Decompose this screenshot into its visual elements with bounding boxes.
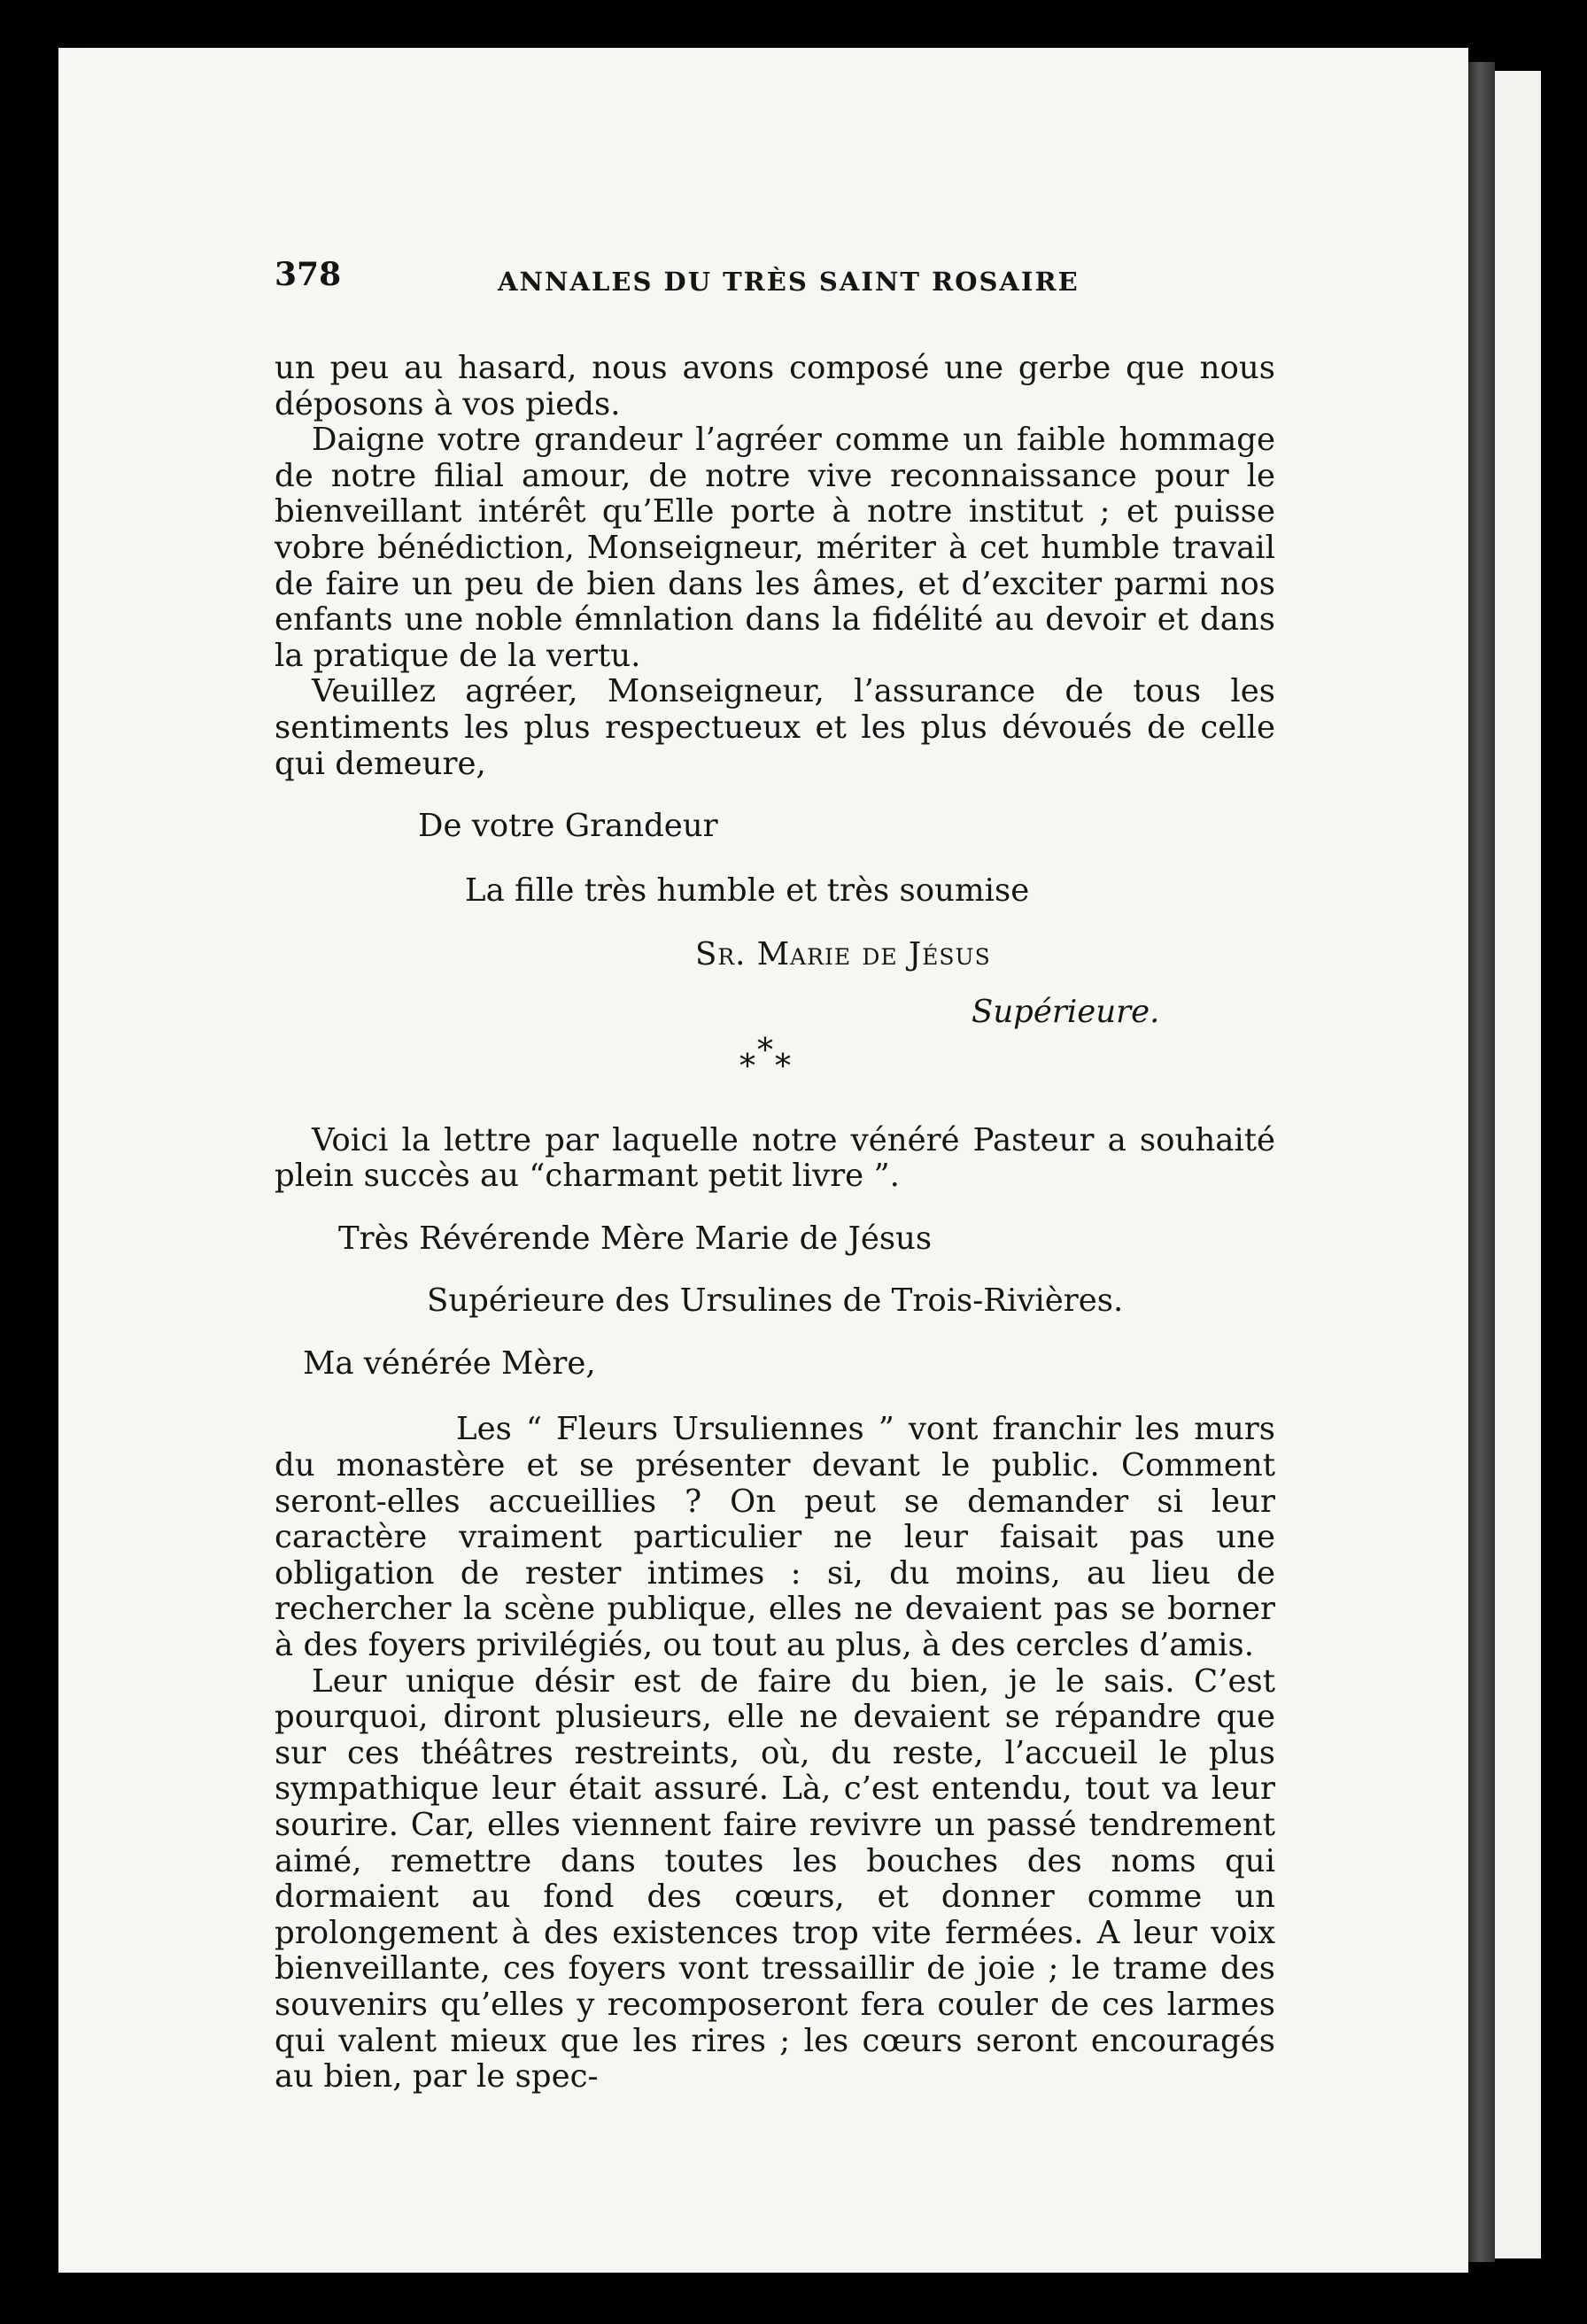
letter-salutation: Ma vénérée Mère, (303, 1344, 596, 1382)
asterism-star-right: * (775, 1048, 791, 1085)
paragraph-dedication: Daigne votre grandeur l’agréer comme un faible hommage de notre filial amour, de notre vive reconnaissance pour le bienveillant intérêt qu’Elle porte à notre institut ; et puisse vobre bénédiction, Monseigneur, mériter à cet humble travail de faire un peu de bien dans les âmes, et d’exciter parmi nos enfants une noble émnlation dans la fidélité au devoir et dans la pratique de la vertu. (275, 422, 1275, 674)
signature-role: Supérieure. (972, 993, 1160, 1030)
closing-line-1: De votre Grandeur (418, 808, 718, 845)
facing-page-edge (1495, 71, 1541, 2258)
asterism-separator (739, 1032, 1275, 1089)
running-head (275, 257, 1275, 314)
running-title: ANNALES DU TRÈS SAINT ROSAIRE (498, 267, 1080, 297)
page-number: 378 (275, 256, 342, 293)
page-text-block (275, 257, 1275, 2095)
asterism-star-top: * (757, 1032, 773, 1069)
asterism-star-left: * (739, 1048, 755, 1085)
paragraph-letter-2: Leur unique désir est de faire du bien, je le sais. C’est pourquoi, diront plusieurs, elle ne devaient se répandre que sur ces théâtres restreints, où, du reste, l’accueil le plus sympathique leur était assuré. Là, c’est entendu, tout va leur sourire. Car, elles viennent faire revivre un passé tendrement aimé, remettre dans toutes les bouches des noms qui dormaient au fond des cœurs, et donner comme un prolongement à des existences trop vite fermées. A leur voix bienveillante, ces foyers vont tressaillir de joie ; le trame des souvenirs qu’elles y recomposeront fera couler de ces larmes qui valent mieux que les rires ; les cœurs seront encouragés au bien, par le spec- (275, 1662, 1275, 2095)
address-line-2: Supérieure des Ursulines de Trois-Rivières. (427, 1282, 1124, 1320)
signature-name: Sr. Marie de Jésus (695, 936, 991, 973)
closing-line-2: La fille très humble et très soumise (465, 872, 1030, 909)
paragraph-letter-intro: Voici la lettre par laquelle notre vénéré Pasteur a souhaité plein succès au “charmant petit livre ”. (275, 1121, 1275, 1195)
book-spine-shadow (1468, 62, 1495, 2262)
paragraph-assurance: Veuillez agréer, Monseigneur, l’assurance de tous les sentiments les plus respectueux et les plus dévoués de celle qui demeure, (275, 673, 1275, 782)
paragraph-continuation: un peu au hasard, nous avons composé une gerbe que nous déposons à vos pieds. (275, 350, 1275, 422)
address-line-1: Très Révérende Mère Marie de Jésus (338, 1220, 933, 1257)
paragraph-letter-1: Les “ Fleurs Ursuliennes ” vont franchir les murs du monastère et se présenter devant le public. Comment seront-elles accueillies ? On peut se demander si leur caractère vraiment particulier ne leur faisait pas une obligation de rester intimes : si, du moins, au lieu de rechercher la scène publique, elles ne devaient pas se borner à des foyers privilégiés, ou tout au plus, à des cercles d’amis. (275, 1411, 1275, 1664)
